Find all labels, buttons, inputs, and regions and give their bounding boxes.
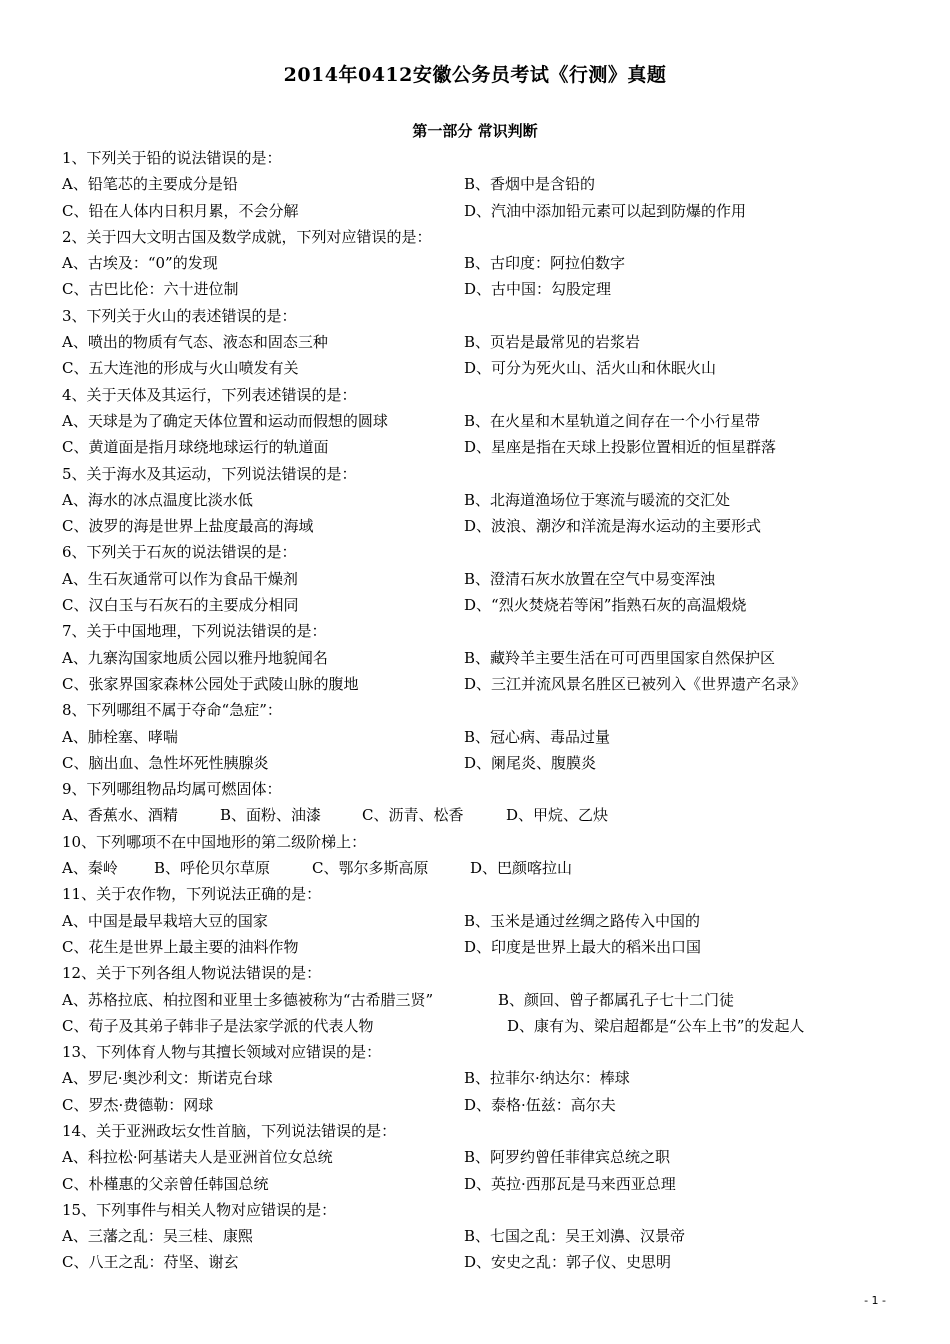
option-row bbox=[62, 1144, 892, 1170]
question-stem: 10、下列哪项不在中国地形的第二级阶梯上： bbox=[62, 832, 367, 851]
option: B、颜回、曾子都属孔子七十二门徒 bbox=[498, 990, 735, 1009]
option-row bbox=[62, 1065, 892, 1091]
option-row bbox=[62, 1171, 892, 1197]
option: A、中国是最早栽培大豆的国家 bbox=[62, 911, 268, 930]
option: D、星座是指在天球上投影位置相近的恒星群落 bbox=[464, 438, 777, 457]
question-stem: 1、下列关于铅的说法错误的是： bbox=[62, 149, 282, 167]
option: D、印度是世界上最大的稻米出口国 bbox=[464, 937, 702, 956]
option: A、三藩之乱：吴三桂、康熙 bbox=[62, 1227, 253, 1246]
option: D、英拉·西那瓦是马来西亚总理 bbox=[464, 1174, 676, 1193]
option-row bbox=[62, 566, 892, 592]
option: C、黄道面是指月球绕地球运行的轨道面 bbox=[62, 438, 329, 457]
option: B、澄清石灰水放置在空气中易变浑浊 bbox=[464, 569, 716, 588]
option: D、三江并流风景名胜区已被列入《世界遗产名录》 bbox=[464, 674, 807, 693]
option: B、藏羚羊主要生活在可可西里国家自然保护区 bbox=[464, 648, 776, 667]
option: C、花生是世界上最主要的油料作物 bbox=[62, 937, 299, 956]
option: D、泰格·伍兹：高尔夫 bbox=[464, 1095, 616, 1114]
option: C、五大连池的形成与火山喷发有关 bbox=[62, 359, 299, 378]
option-row bbox=[62, 250, 892, 276]
option-row bbox=[62, 276, 892, 302]
option: C、汉白玉与石灰石的主要成分相同 bbox=[62, 596, 299, 615]
option-row bbox=[62, 671, 892, 697]
option-row bbox=[62, 855, 892, 881]
question-stem: 7、关于中国地理，下列说法错误的是： bbox=[62, 622, 327, 641]
option: B、页岩是最常见的岩浆岩 bbox=[464, 333, 641, 352]
option-row bbox=[62, 645, 892, 671]
page-number: - 1 - bbox=[864, 1294, 886, 1307]
question-stem: 6、下列关于石灰的说法错误的是： bbox=[62, 543, 297, 562]
option: B、冠心病、毒品过量 bbox=[464, 727, 611, 746]
option-row bbox=[62, 802, 892, 828]
option: D、巴颜喀拉山 bbox=[470, 859, 573, 878]
option: A、罗尼·奥沙利文：斯诺克台球 bbox=[62, 1069, 273, 1088]
option-row bbox=[62, 434, 892, 460]
option: A、九寨沟国家地质公园以雅丹地貌闻名 bbox=[62, 648, 328, 667]
option: B、面粉、油漆 bbox=[220, 806, 322, 825]
option-row bbox=[62, 1013, 892, 1039]
option-row bbox=[62, 355, 892, 381]
option: B、呼伦贝尔草原 bbox=[154, 859, 271, 878]
question-stem: 2、关于四大文明古国及数学成就，下列对应错误的是： bbox=[62, 227, 432, 246]
option: C、鄂尔多斯高原 bbox=[312, 859, 429, 878]
option: D、古中国：勾股定理 bbox=[464, 280, 612, 299]
option: A、生石灰通常可以作为食品干燥剂 bbox=[62, 569, 298, 588]
option: C、沥青、松香 bbox=[362, 806, 464, 825]
question-stem: 3、下列关于火山的表述错误的是： bbox=[62, 306, 297, 325]
option-row bbox=[62, 513, 892, 539]
option: C、脑出血、急性坏死性胰腺炎 bbox=[62, 753, 269, 772]
question-stem: 4、关于天体及其运行，下列表述错误的是： bbox=[62, 385, 357, 404]
option: A、苏格拉底、柏拉图和亚里士多德被称为“古希腊三贤” bbox=[62, 990, 434, 1009]
option: A、铅笔芯的主要成分是铅 bbox=[62, 175, 238, 194]
option: A、天球是为了确定天体位置和运动而假想的圆球 bbox=[62, 411, 388, 430]
option: B、北海道渔场位于寒流与暖流的交汇处 bbox=[464, 490, 731, 509]
option-row bbox=[62, 750, 892, 776]
option-row bbox=[62, 329, 892, 355]
option: D、康有为、梁启超都是“公车上书”的发起人 bbox=[507, 1016, 805, 1035]
question-stem: 14、关于亚洲政坛女性首脑，下列说法错误的是： bbox=[62, 1121, 397, 1140]
section-heading: 第一部分 常识判断 bbox=[412, 122, 538, 140]
option-row bbox=[62, 171, 892, 197]
option-row bbox=[62, 198, 892, 224]
option: D、安史之乱：郭子仪、史思明 bbox=[464, 1253, 672, 1272]
option: A、海水的冰点温度比淡水低 bbox=[62, 490, 253, 509]
option-row bbox=[62, 987, 892, 1013]
option: B、古印度：阿拉伯数字 bbox=[464, 254, 626, 273]
option-row bbox=[62, 934, 892, 960]
option: C、古巴比伦：六十进位制 bbox=[62, 280, 239, 299]
option: A、肺栓塞、哮喘 bbox=[62, 727, 178, 746]
option: A、科拉松·阿基诺夫人是亚洲首位女总统 bbox=[62, 1148, 333, 1167]
option-row bbox=[62, 487, 892, 513]
option-row bbox=[62, 408, 892, 434]
option: C、八王之乱：苻坚、谢玄 bbox=[62, 1253, 239, 1272]
option: B、拉菲尔·纳达尔：棒球 bbox=[464, 1069, 630, 1088]
option: B、香烟中是含铅的 bbox=[464, 175, 596, 194]
option: D、汽油中添加铅元素可以起到防爆的作用 bbox=[464, 201, 747, 220]
question-stem: 11、关于农作物，下列说法正确的是： bbox=[62, 885, 322, 904]
question-stem: 5、关于海水及其运动，下列说法错误的是： bbox=[62, 464, 357, 483]
option: D、阑尾炎、腹膜炎 bbox=[464, 753, 597, 772]
option: B、阿罗约曾任菲律宾总统之职 bbox=[464, 1148, 671, 1167]
option: B、玉米是通过丝绸之路传入中国的 bbox=[464, 911, 701, 930]
question-stem: 8、下列哪组不属于夺命“急症”： bbox=[62, 701, 282, 720]
option: C、荀子及其弟子韩非子是法家学派的代表人物 bbox=[62, 1016, 374, 1035]
option: D、可分为死火山、活火山和休眠火山 bbox=[464, 359, 717, 378]
question-list bbox=[62, 145, 892, 1276]
option: A、秦岭 bbox=[62, 859, 118, 878]
option-row bbox=[62, 1249, 892, 1275]
option: A、喷出的物质有气态、液态和固态三种 bbox=[62, 333, 328, 352]
question-stem: 9、下列哪组物品均属可燃固体： bbox=[62, 780, 282, 799]
option: B、七国之乱：吴王刘濞、汉景帝 bbox=[464, 1227, 686, 1246]
option: A、古埃及：“0”的发现 bbox=[62, 254, 218, 273]
option: A、香蕉水、酒精 bbox=[62, 806, 178, 825]
document-title: 2014年0412安徽公务员考试《行测》真题 bbox=[283, 64, 667, 86]
option: D、甲烷、乙炔 bbox=[506, 806, 609, 825]
option: D、“烈火焚烧若等闲”指熟石灰的高温煅烧 bbox=[464, 596, 747, 615]
option: C、朴槿惠的父亲曾任韩国总统 bbox=[62, 1174, 269, 1193]
option: B、在火星和木星轨道之间存在一个小行星带 bbox=[464, 411, 761, 430]
option: C、波罗的海是世界上盐度最高的海域 bbox=[62, 517, 314, 536]
option-row bbox=[62, 908, 892, 934]
option: C、张家界国家森林公园处于武陵山脉的腹地 bbox=[62, 674, 359, 693]
option: C、铅在人体内日积月累，不会分解 bbox=[62, 201, 299, 220]
question-stem: 12、关于下列各组人物说法错误的是： bbox=[62, 964, 322, 983]
option-row bbox=[62, 724, 892, 750]
option-row bbox=[62, 1223, 892, 1249]
question-stem: 13、下列体育人物与其擅长领域对应错误的是： bbox=[62, 1043, 382, 1062]
option: C、罗杰·费德勒：网球 bbox=[62, 1095, 214, 1114]
option-row bbox=[62, 592, 892, 618]
option: D、波浪、潮汐和洋流是海水运动的主要形式 bbox=[464, 517, 762, 536]
option-row bbox=[62, 1092, 892, 1118]
question-stem: 15、下列事件与相关人物对应错误的是： bbox=[62, 1200, 337, 1219]
